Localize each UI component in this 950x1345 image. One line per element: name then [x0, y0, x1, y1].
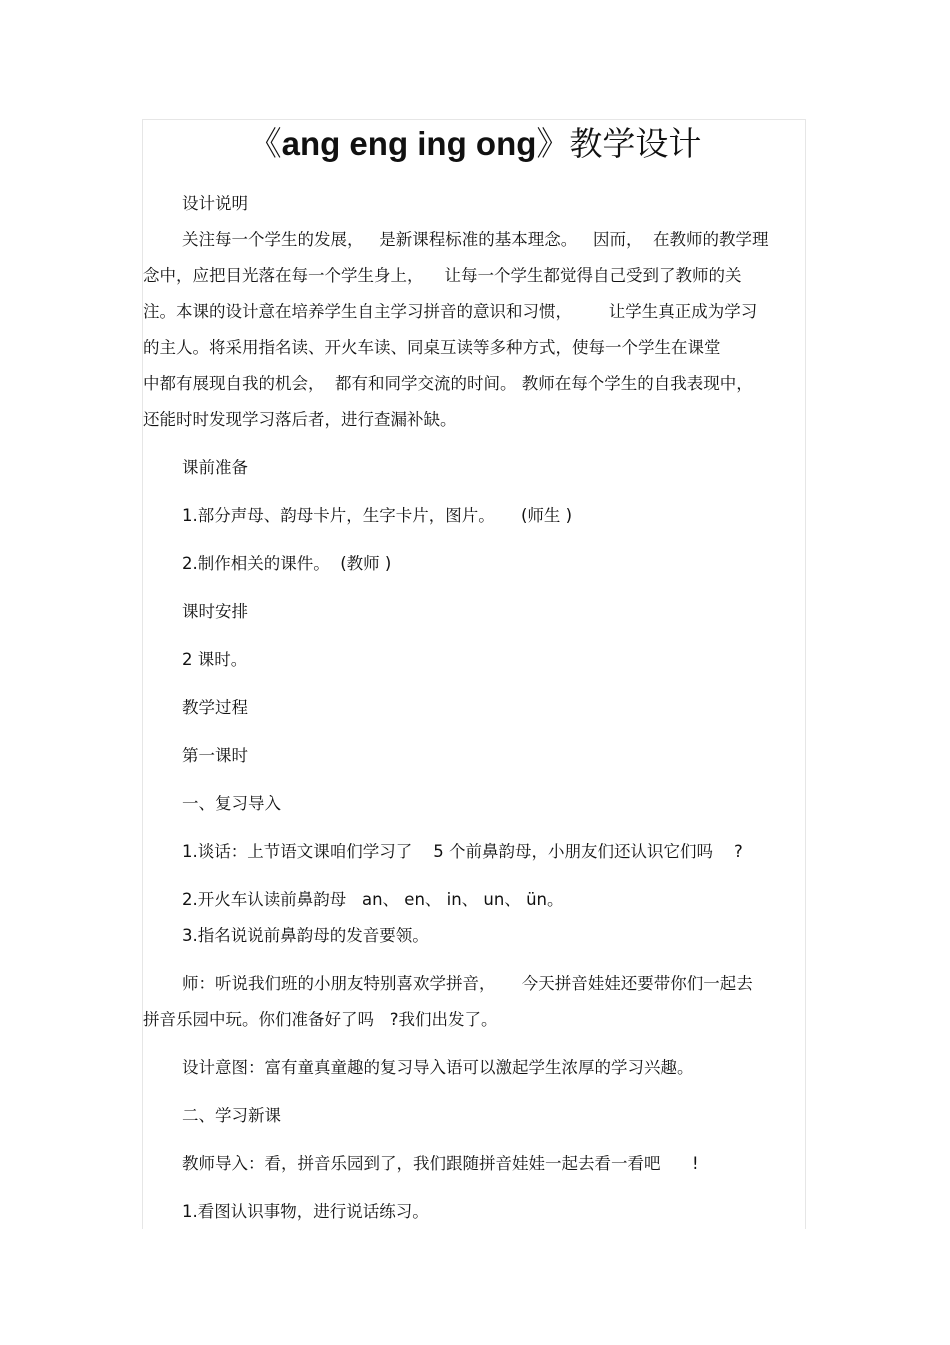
- step-1: 1.谈话：上节语文课咱们学习了 5 个前鼻韵母，小朋友们还认识它们吗 ?: [182, 842, 743, 861]
- teacher-line-2: 拼音乐园中玩。你们准备好了吗 ?我们出发了。: [143, 1010, 498, 1029]
- page-title: [142, 120, 808, 168]
- design-note-line: 念中，应把目光落在每一个学生身上， 让每一个学生都觉得自己受到了教师的关: [143, 266, 742, 285]
- schedule-value: 2 课时。: [182, 650, 248, 669]
- document-body: [143, 186, 805, 1230]
- part-2-heading: 二、学习新课: [182, 1106, 281, 1125]
- teacher-intro: 教师导入：看，拼音乐园到了，我们跟随拼音娃娃一起去看一看吧 !: [182, 1154, 699, 1173]
- title-latin: ang eng ing ong: [281, 125, 537, 162]
- prep-heading: 课前准备: [182, 458, 248, 477]
- new-step-1: 1.看图认识事物，进行说话练习。: [182, 1202, 429, 1221]
- design-note-line: 的主人。将采用指名读、开火车读、同桌互读等多种方式，使每一个学生在课堂: [143, 338, 721, 357]
- step-2: 2.开火车认读前鼻韵母 an、 en、 in、 un、 ün。: [182, 890, 564, 909]
- part-1-heading: 一、复习导入: [182, 794, 281, 813]
- title-close: 》教学设计: [536, 124, 702, 163]
- step-3: 3.指名说说前鼻韵母的发音要领。: [182, 926, 429, 945]
- lesson-heading: 第一课时: [182, 746, 248, 765]
- design-note-line: 关注每一个学生的发展， 是新课程标准的基本理念。 因而， 在教师的教学理: [182, 230, 769, 249]
- teacher-line-1: 师：听说我们班的小朋友特别喜欢学拼音， 今天拼音娃娃还要带你们一起去: [182, 974, 753, 993]
- design-note-line: 还能时时发现学习落后者，进行查漏补缺。: [143, 410, 457, 429]
- design-note-paragraph: [143, 222, 805, 438]
- prep-item-2: 2.制作相关的课件。 (教师 ): [182, 554, 392, 573]
- design-intent: 设计意图：富有童真童趣的复习导入语可以激起学生浓厚的学习兴趣。: [182, 1058, 694, 1077]
- prep-item-1: 1.部分声母、韵母卡片，生字卡片，图片。 (师生 ): [182, 506, 573, 525]
- design-note-line: 注。本课的设计意在培养学生自主学习拼音的意识和习惯， 让学生真正成为学习: [143, 302, 758, 321]
- title-open: 《: [248, 124, 282, 163]
- process-heading: 教学过程: [182, 698, 248, 717]
- schedule-heading: 课时安排: [182, 602, 248, 621]
- design-note-line: 中都有展现自我的机会， 都有和同学交流的时间。 教师在每个学生的自我表现中，: [143, 374, 753, 393]
- design-note-heading: 设计说明: [182, 194, 248, 213]
